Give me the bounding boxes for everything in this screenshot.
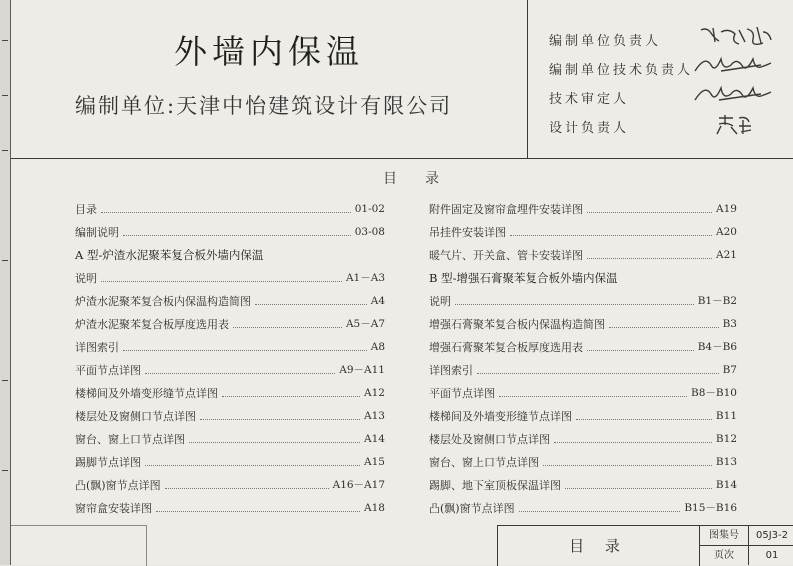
role-tech-head: 编制单位技术负责人 [549, 63, 694, 78]
toc-entry-page: A16－A17 [332, 479, 385, 491]
toc-entry [75, 497, 385, 520]
toc-entry-page: B15－B16 [684, 502, 737, 514]
toc-entry [75, 382, 385, 405]
binding-edge [0, 0, 10, 565]
toc-leader [477, 373, 719, 374]
toc-entry-page: A19 [716, 203, 737, 215]
toc-entry [429, 405, 737, 428]
toc-entry [429, 244, 737, 267]
toc-heading-mu: 目 [383, 171, 397, 187]
toc-entry-page: A13 [364, 410, 385, 422]
toc-entry [75, 359, 385, 382]
signature-reviewer [691, 82, 775, 106]
toc-entry-label: 踢脚、地下室顶板保温详图 [429, 479, 561, 492]
toc-entry-label: 吊挂件安装详图 [429, 226, 506, 239]
toc-leader [565, 488, 712, 489]
toc-entry-label: 目录 [75, 203, 97, 216]
toc-leader [123, 350, 367, 351]
signature-tech-head [691, 53, 775, 77]
toc-leader [510, 235, 712, 236]
toc-entry-page: A14 [364, 433, 385, 445]
compiler-line: 编制单位:天津中怡建筑设计有限公司 [75, 94, 453, 118]
toc-leader [255, 304, 367, 305]
toc-leader [519, 511, 681, 512]
toc-section-label: B 型-增强石膏聚苯复合板外墙内保温 [429, 271, 618, 285]
toc-leader [156, 511, 360, 512]
toc-entry-page: A12 [364, 387, 385, 399]
page-title: 外墙内保温 [174, 32, 364, 71]
toc-leader [587, 258, 712, 259]
atlas-number: 05J3-2 [749, 526, 793, 546]
document-header [11, 0, 793, 159]
signature-unit-head [691, 24, 775, 48]
toc-entry [429, 198, 737, 221]
toc-entry-page: A9－A11 [339, 364, 385, 376]
toc-entry-label: 详图索引 [429, 364, 473, 377]
toc-entry-label: 增强石膏聚苯复合板厚度选用表 [429, 341, 583, 354]
toc-leader [587, 212, 712, 213]
toc-leader [200, 419, 360, 420]
toc-entry-label: 说明 [75, 272, 97, 285]
toc-leader [233, 327, 342, 328]
toc-entry [429, 336, 737, 359]
toc-entry-label: 平面节点详图 [429, 387, 495, 400]
toc-leader [609, 327, 719, 328]
toc-leader [543, 465, 712, 466]
toc-entry-label: 增强石膏聚苯复合板内保温构造简图 [429, 318, 605, 331]
toc-entry-label: 踢脚节点详图 [75, 456, 141, 469]
toc-entry-label: 窗台、窗上口节点详图 [75, 433, 185, 446]
toc-right-column [429, 198, 737, 520]
toc-entry-page: A15 [364, 456, 385, 468]
toc-entry-label: 说明 [429, 295, 451, 308]
title-block [497, 525, 793, 566]
toc-entry-label: 凸(飘)窗节点详图 [429, 502, 515, 515]
toc-entry [429, 359, 737, 382]
toc-entry-label: 楼梯间及外墙变形缝节点详图 [429, 410, 572, 423]
role-unit-head: 编制单位负责人 [549, 34, 662, 49]
toc-entry [75, 474, 385, 497]
toc-entry-label: 暖气片、开关盒、管卡安装详图 [429, 249, 583, 262]
toc-entry-page: A21 [716, 249, 737, 261]
toc-entry-label: 炉渣水泥聚苯复合板内保温构造简图 [75, 295, 251, 308]
toc-entry-label: 详图索引 [75, 341, 119, 354]
toc-entry [75, 290, 385, 313]
toc-leader [145, 373, 335, 374]
toc-leader [165, 488, 329, 489]
toc-entry-label: 楼梯间及外墙变形缝节点详图 [75, 387, 218, 400]
toc-entry [75, 451, 385, 474]
atlas-number-label: 图集号 [700, 526, 749, 546]
toc-entry [75, 428, 385, 451]
toc-entry-label: 楼层处及窗侧口节点详图 [429, 433, 550, 446]
toc-leader [554, 442, 712, 443]
toc-entry-page: B14 [715, 479, 737, 491]
toc-entry-page: A1－A3 [345, 272, 385, 284]
toc-entry [75, 313, 385, 336]
toc-entry-page: A20 [716, 226, 737, 238]
toc-entry-page: B1－B2 [697, 295, 737, 307]
toc-entry-page: 03-08 [354, 226, 385, 238]
toc-entry-label: 窗帘盒安装详图 [75, 502, 152, 515]
toc-entry [429, 428, 737, 451]
toc-entry-page: A4 [370, 295, 385, 307]
toc-entry [75, 267, 385, 290]
toc-leader [189, 442, 360, 443]
toc-entry [429, 497, 737, 520]
toc-entry-label: 附件固定及窗帘盒埋件安装详图 [429, 203, 583, 216]
revision-box [11, 525, 147, 566]
title-block-name: 目 录 [498, 526, 700, 566]
toc-entry-label: 窗台、窗上口节点详图 [429, 456, 539, 469]
toc-entry-label: 楼层处及窗侧口节点详图 [75, 410, 196, 423]
toc-entry [75, 405, 385, 428]
toc-entry-page: B7 [722, 364, 737, 376]
toc-entry [75, 198, 385, 221]
toc-entry-label: 编制说明 [75, 226, 119, 239]
toc-entry-label: 炉渣水泥聚苯复合板厚度选用表 [75, 318, 229, 331]
toc-entry [429, 474, 737, 497]
toc-entry-page: A8 [370, 341, 385, 353]
toc-entry [429, 382, 737, 405]
toc-entry-page: A18 [364, 502, 385, 514]
toc-entry [429, 313, 737, 336]
toc-leader [499, 396, 687, 397]
toc-entry [75, 221, 385, 244]
signature-designer [691, 112, 775, 136]
toc-entry-page: A5－A7 [345, 318, 385, 330]
toc-entry-page: B4－B6 [697, 341, 737, 353]
toc-entry-page: 01-02 [354, 203, 385, 215]
toc-leader [455, 304, 694, 305]
toc-entry-page: B3 [722, 318, 737, 330]
toc-entry [429, 290, 737, 313]
toc-left-column [75, 198, 385, 520]
role-reviewer: 技术审定人 [549, 92, 630, 107]
toc-leader [101, 281, 342, 282]
toc-leader [222, 396, 360, 397]
toc-leader [145, 465, 360, 466]
toc-leader [587, 350, 694, 351]
toc-entry [429, 451, 737, 474]
toc-entry-page: B13 [715, 456, 737, 468]
page-number: 01 [765, 550, 779, 561]
page-number-label: 页次 [700, 546, 749, 565]
toc-leader [576, 419, 712, 420]
toc-section-heading [429, 267, 737, 290]
document-sheet [10, 0, 793, 565]
toc-entry-label: 凸(飘)窗节点详图 [75, 479, 161, 492]
toc-leader [101, 212, 351, 213]
toc-entry-page: B12 [715, 433, 737, 445]
toc-entry-page: B8－B10 [691, 387, 737, 399]
toc-entry [429, 221, 737, 244]
toc-leader [123, 235, 351, 236]
toc-section-label: A 型-炉渣水泥聚苯复合板外墙内保温 [75, 248, 264, 262]
header-divider [527, 0, 528, 158]
role-designer: 设计负责人 [549, 121, 630, 136]
toc-entry-page: B11 [715, 410, 737, 422]
toc-entry-label: 平面节点详图 [75, 364, 141, 377]
toc-entry [75, 336, 385, 359]
toc-heading-lu: 录 [425, 171, 439, 187]
toc-section-heading [75, 244, 385, 267]
